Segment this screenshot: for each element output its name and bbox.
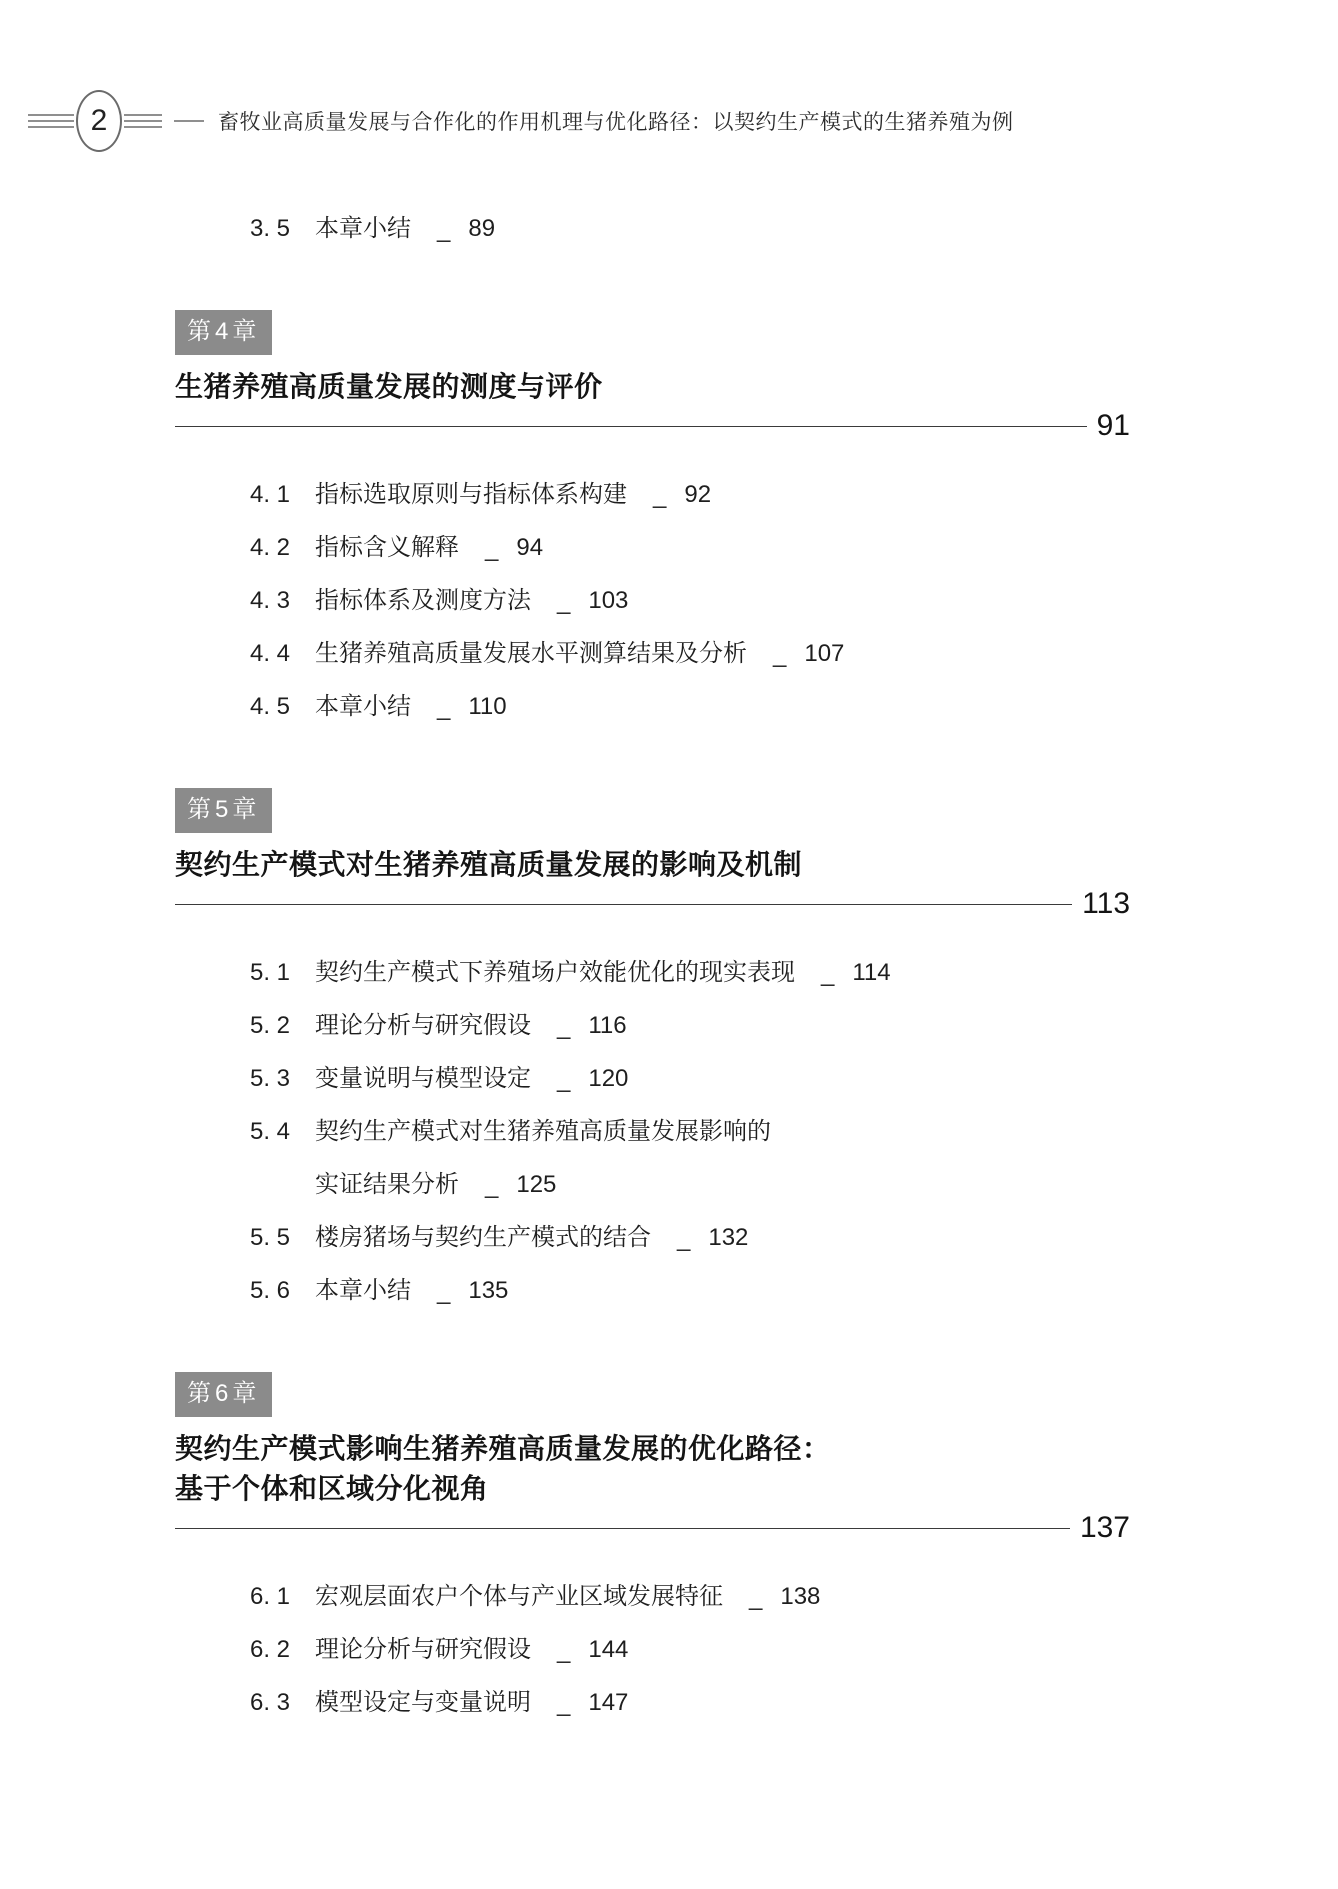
chapter-title-line1: 生猪养殖高质量发展的测度与评价: [175, 371, 603, 402]
chapter-page-number: 91: [1096, 409, 1130, 442]
page-separator: _: [557, 1637, 571, 1664]
toc-content: [175, 214, 1130, 1718]
chapter-badge: 第6章: [175, 1372, 272, 1417]
rule-line: [175, 426, 1087, 427]
item-title: 本章小结: [315, 215, 411, 242]
ornament-line: [28, 114, 74, 116]
toc-item: [175, 1276, 1130, 1306]
item-number: 6. 1: [250, 1583, 291, 1610]
page-separator: _: [437, 694, 451, 721]
item-number: 4. 5: [250, 693, 291, 720]
chapter-page-number: 137: [1079, 1511, 1130, 1544]
chapter-title: [175, 1429, 1130, 1509]
toc-item: [175, 533, 1130, 563]
page-separator: _: [485, 535, 499, 562]
page-header: [28, 88, 1338, 154]
toc-item: [175, 1064, 1130, 1094]
page-separator: _: [557, 588, 571, 615]
page-separator: _: [485, 1172, 499, 1199]
toc-page: [0, 88, 1338, 1889]
page-separator: _: [653, 482, 667, 509]
chapter-items: [175, 480, 1130, 722]
toc-item: [175, 1011, 1130, 1041]
toc-item: [175, 692, 1130, 722]
item-number: 4. 4: [250, 640, 291, 667]
item-page: 144: [588, 1636, 629, 1663]
item-page: 89: [468, 215, 496, 242]
chapter-block-5: [175, 788, 1130, 1306]
chapter-rule: [175, 410, 1130, 442]
item-page: 92: [684, 481, 712, 508]
page-number-badge: 2: [76, 90, 122, 152]
toc-item: [175, 480, 1130, 510]
page-separator: _: [437, 216, 451, 243]
toc-item: [175, 639, 1130, 669]
chapter-rule: [175, 888, 1130, 920]
chapter-rule: [175, 1512, 1130, 1544]
chapter-items: [175, 958, 1130, 1306]
item-page: 107: [804, 640, 845, 667]
item-page: 138: [780, 1583, 821, 1610]
toc-item-continuation: [175, 1170, 1130, 1200]
item-page: 110: [468, 693, 507, 720]
item-title: 指标含义解释: [315, 534, 459, 561]
item-title: 契约生产模式对生猪养殖高质量发展影响的: [315, 1118, 771, 1145]
item-number: 4. 3: [250, 587, 291, 614]
item-title: 理论分析与研究假设: [315, 1012, 531, 1039]
chapter-items: [175, 1582, 1130, 1718]
item-number: 4. 1: [250, 481, 291, 508]
ornament-line: [124, 114, 162, 116]
item-title: 指标选取原则与指标体系构建: [315, 481, 627, 508]
page-separator: _: [749, 1584, 763, 1611]
page-separator: _: [437, 1278, 451, 1305]
item-page: 120: [588, 1065, 629, 1092]
item-number: 5. 3: [250, 1065, 291, 1092]
item-number: 4. 2: [250, 534, 291, 561]
item-title: 理论分析与研究假设: [315, 1636, 531, 1663]
item-page: 125: [516, 1171, 557, 1198]
item-number: 6. 2: [250, 1636, 291, 1663]
book-title: 畜牧业高质量发展与合作化的作用机理与优化路径：以契约生产模式的生猪养殖为例: [218, 111, 1014, 134]
item-page: 114: [852, 959, 891, 986]
chapter-title-line1: 契约生产模式对生猪养殖高质量发展的影响及机制: [175, 849, 803, 880]
item-title: 生猪养殖高质量发展水平测算结果及分析: [315, 640, 747, 667]
item-number: 5. 4: [250, 1118, 291, 1145]
ornament-line: [124, 126, 162, 128]
item-title: 模型设定与变量说明: [315, 1689, 531, 1716]
chapter-title: [175, 845, 1130, 885]
toc-item: [175, 1688, 1130, 1718]
rule-line: [175, 904, 1072, 905]
item-title: 宏观层面农户个体与产业区域发展特征: [315, 1583, 723, 1610]
page-separator: _: [557, 1066, 571, 1093]
page-separator: _: [557, 1013, 571, 1040]
toc-item: [175, 958, 1130, 988]
chapter-badge: 第4章: [175, 310, 272, 355]
toc-item: [175, 214, 1130, 244]
chapter-title-line2: 基于个体和区域分化视角: [175, 1473, 489, 1504]
chapter-title-line1: 契约生产模式影响生猪养殖高质量发展的优化路径：: [175, 1433, 831, 1464]
chapter-title: [175, 367, 1130, 407]
toc-item: [175, 1117, 1130, 1147]
leading-items: [175, 214, 1130, 244]
item-title: 变量说明与模型设定: [315, 1065, 531, 1092]
item-page: 135: [468, 1277, 509, 1304]
item-page: 147: [588, 1689, 629, 1716]
item-number: 5. 1: [250, 959, 291, 986]
ornament-line: [124, 120, 162, 122]
page-separator: _: [677, 1225, 691, 1252]
page-separator: _: [557, 1690, 571, 1717]
toc-item: [175, 1223, 1130, 1253]
item-title: 本章小结: [315, 693, 411, 720]
item-number: 5. 6: [250, 1277, 291, 1304]
chapter-badge: 第5章: [175, 788, 272, 833]
ornament-line: [28, 126, 74, 128]
item-page: 103: [588, 587, 629, 614]
item-number: 5. 2: [250, 1012, 291, 1039]
page-separator: _: [821, 960, 835, 987]
toc-item: [175, 1635, 1130, 1665]
header-ornament-right: [124, 114, 162, 128]
item-title: 本章小结: [315, 1277, 411, 1304]
item-page: 94: [516, 534, 544, 561]
header-ornament-left: [28, 114, 74, 128]
item-number: 3. 5: [250, 215, 291, 242]
item-number: 6. 3: [250, 1689, 291, 1716]
toc-item: [175, 1582, 1130, 1612]
toc-item: [175, 586, 1130, 616]
ornament-line: [28, 120, 74, 122]
item-title: 楼房猪场与契约生产模式的结合: [315, 1224, 651, 1251]
header-dash: [174, 120, 204, 122]
rule-line: [175, 1528, 1070, 1529]
item-title: 契约生产模式下养殖场户效能优化的现实表现: [315, 959, 795, 986]
item-title-line2: 实证结果分析: [315, 1171, 459, 1198]
page-separator: _: [773, 641, 787, 668]
item-page: 116: [588, 1012, 627, 1039]
chapter-page-number: 113: [1082, 887, 1130, 920]
chapter-block-6: [175, 1372, 1130, 1718]
chapter-block-4: [175, 310, 1130, 722]
item-title: 指标体系及测度方法: [315, 587, 531, 614]
item-number: 5. 5: [250, 1224, 291, 1251]
item-page: 132: [708, 1224, 749, 1251]
